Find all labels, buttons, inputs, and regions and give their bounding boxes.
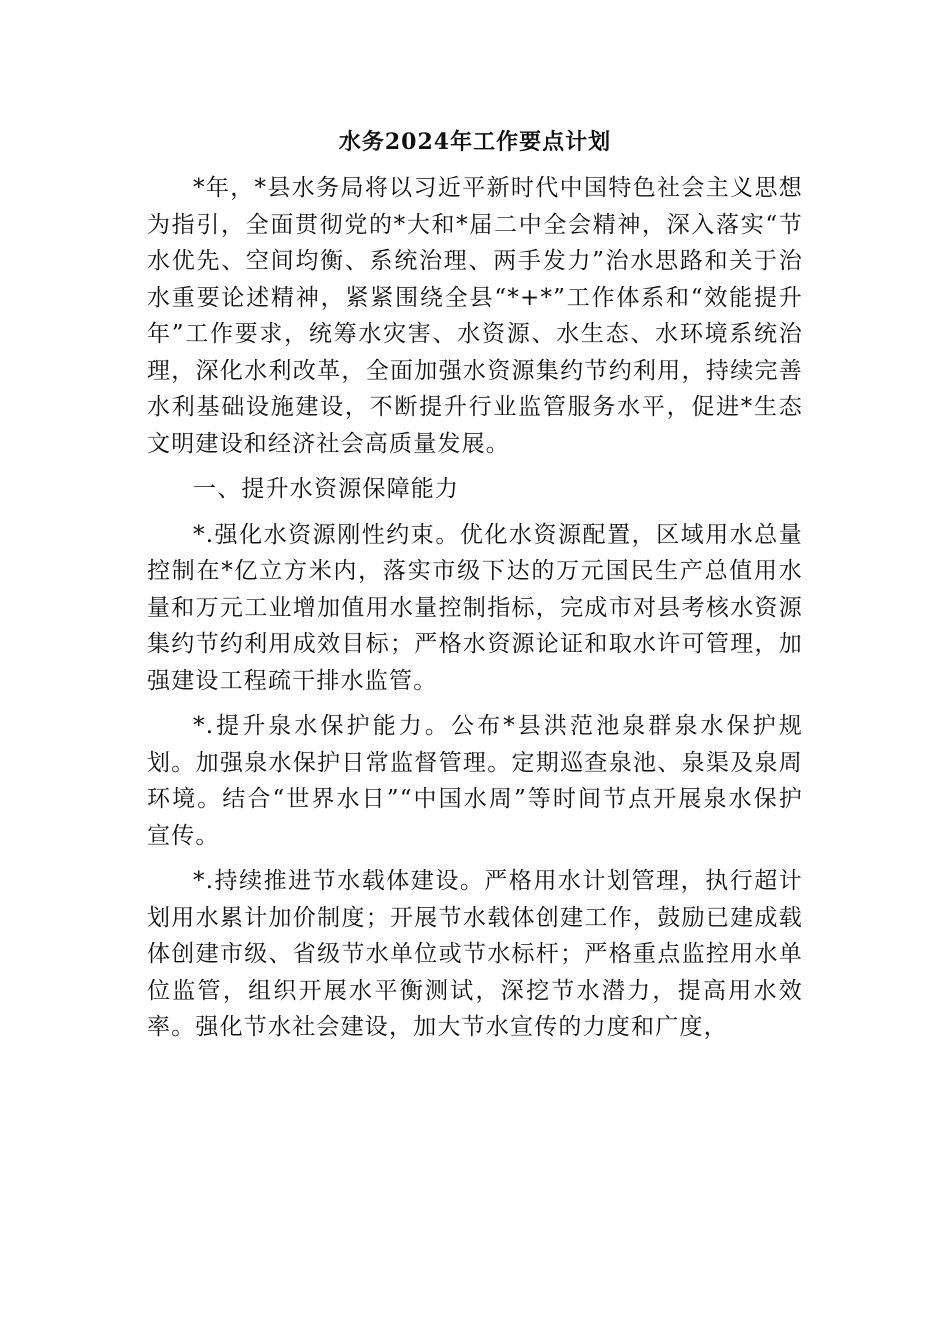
item-paragraph-1: *.强化水资源刚性约束。优化水资源配置，区域用水总量控制在*亿立方米内，落实市级下达的万元国民生产总值用水量和万元工业增加值用水量控制指标，完成市对县考核水资源集约节约利用成效目标；严格水资源论证和取水许可管理，加强建设工程疏干排水监管。 [147,521,803,694]
intro-paragraph: *年，*县水务局将以习近平新时代中国特色社会主义思想为指引，全面贯彻党的*大和*届二中全会精神，深入落实“节水优先、空间均衡、系统治理、两手发力”治水思路和关于治水重要论述精神，紧紧围绕全县“*+*”工作体系和“效能提升年”工作要求，统筹水灾害、水资源、水生态、水环境系统治理，深化水利改革，全面加强水资源集约节约利用，持续完善水利基础设施建设，不断提升行业监管服务水平，促进*生态文明建设和经济社会高质量发展。 [147,175,803,457]
document-title: 水务2024年工作要点计划 [338,129,612,155]
section-heading-1: 一、提升水资源保障能力 [193,476,460,502]
item-paragraph-2: *.提升泉水保护能力。公布*县洪范池泉群泉水保护规划。加强泉水保护日常监督管理。定期巡查泉池、泉渠及泉周环境。结合“世界水日”“中国水周”等时间节点开展泉水保护宣传。 [147,713,803,849]
document-body [147,170,803,1046]
item-paragraph-3: *.持续推进节水载体建设。严格用水计划管理，执行超计划用水累计加价制度；开展节水载体创建工作，鼓励已建成载体创建市级、省级节水单位或节水标杆；严格重点监控用水单位监管，组织开展水平衡测试，深挖节水潜力，提高用水效率。强化节水社会建设，加大节水宣传的力度和广度， [147,868,803,1040]
